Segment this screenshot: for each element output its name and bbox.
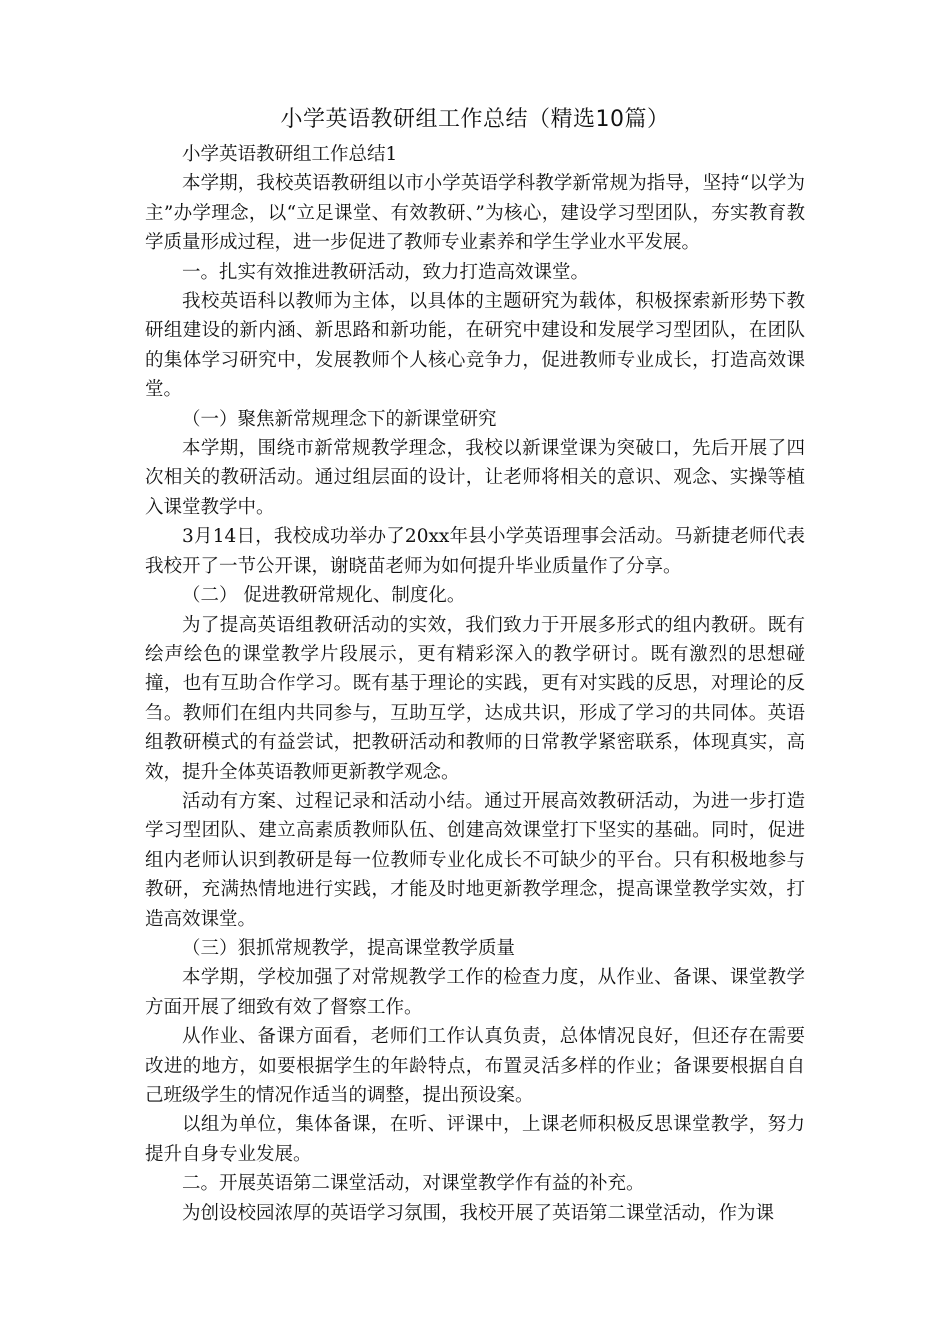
paragraph: 我校英语科以教师为主体，以具体的主题研究为载体，积极探索新形势下教研组建设的新内涵、新思路和新功能，在研究中建设和发展学习型团队，在团队的集体学习研究中，发展教师个人核心竞争力，促进教师专业成长，打造高效课堂。 bbox=[145, 291, 805, 401]
document-title: 小学英语教研组工作总结（精选10篇） bbox=[280, 107, 670, 132]
subsection-heading: （二） 促进教研常规化、制度化。 bbox=[182, 585, 466, 607]
subsection-heading: （三）狠抓常规教学，提高课堂教学质量 bbox=[182, 937, 516, 959]
paragraph: 以组为单位，集体备课，在听、评课中，上课老师积极反思课堂教学，努力提升自身专业发展。 bbox=[145, 1114, 805, 1165]
paragraph: 本学期，学校加强了对常规教学工作的检查力度，从作业、备课、课堂教学方面开展了细致有效了督察工作。 bbox=[145, 967, 805, 1018]
section-heading: 一。扎实有效推进教研活动，致力打造高效课堂。 bbox=[182, 261, 590, 283]
paragraph: 本学期，我校英语教研组以市小学英语学科教学新常规为指导，坚持“以学为主”办学理念，以“立足课堂、有效教研、”为核心，建设学习型团队，夯实教育教学质量形成过程，进一步促进了教师专业素养和学生学业水平发展。 bbox=[145, 173, 805, 254]
document-body bbox=[145, 104, 805, 1228]
paragraph: 活动有方案、过程记录和活动小结。通过开展高效教研活动，为进一步打造学习型团队、建立高素质教师队伍、创建高效课堂打下坚实的基础。同时，促进组内老师认识到教研是每一位教师专业化成长不可缺少的平台。只有积极地参与教研，充满热情地进行实践，才能及时地更新教学理念，提高课堂教学实效，打造高效课堂。 bbox=[145, 790, 805, 930]
paragraph: 本学期，围绕市新常规教学理念，我校以新课堂课为突破口，先后开展了四次相关的教研活动。通过组层面的设计，让老师将相关的意识、观念、实操等植入课堂教学中。 bbox=[145, 438, 805, 518]
paragraph: 3月14日，我校成功举办了20xx年县小学英语理事会活动。马新捷老师代表我校开了一节公开课，谢晓苗老师为如何提升毕业质量作了分享。 bbox=[145, 526, 805, 577]
paragraph: 为创设校园浓厚的英语学习氛围，我校开展了英语第二课堂活动，作为课 bbox=[182, 1202, 775, 1224]
paragraph-list bbox=[145, 140, 805, 1228]
section-heading: 二。开展英语第二课堂活动，对课堂教学作有益的补充。 bbox=[182, 1173, 645, 1195]
paragraph: 为了提高英语组教研活动的实效，我们致力于开展多形式的组内教研。既有绘声绘色的课堂教学片段展示，更有精彩深入的教学研讨。既有激烈的思想碰撞，也有互助合作学习。既有基于理论的实践，更有对实践的反思，对理论的反刍。教师们在组内共同参与，互助互学，达成共识，形成了学习的共同体。英语组教研模式的有益尝试，把教研活动和教师的日常教学紧密联系，体现真实，高效，提升全体英语教师更新教学观念。 bbox=[145, 614, 805, 783]
subsection-heading: （一）聚焦新常规理念下的新课堂研究 bbox=[182, 408, 497, 430]
paragraph: 小学英语教研组工作总结1 bbox=[182, 144, 398, 165]
paragraph: 从作业、备课方面看，老师们工作认真负责，总体情况良好，但还存在需要改进的地方，如要根据学生的年龄特点，布置灵活多样的作业；备课要根据自自己班级学生的情况作适当的调整，提出预设案。 bbox=[145, 1026, 805, 1106]
